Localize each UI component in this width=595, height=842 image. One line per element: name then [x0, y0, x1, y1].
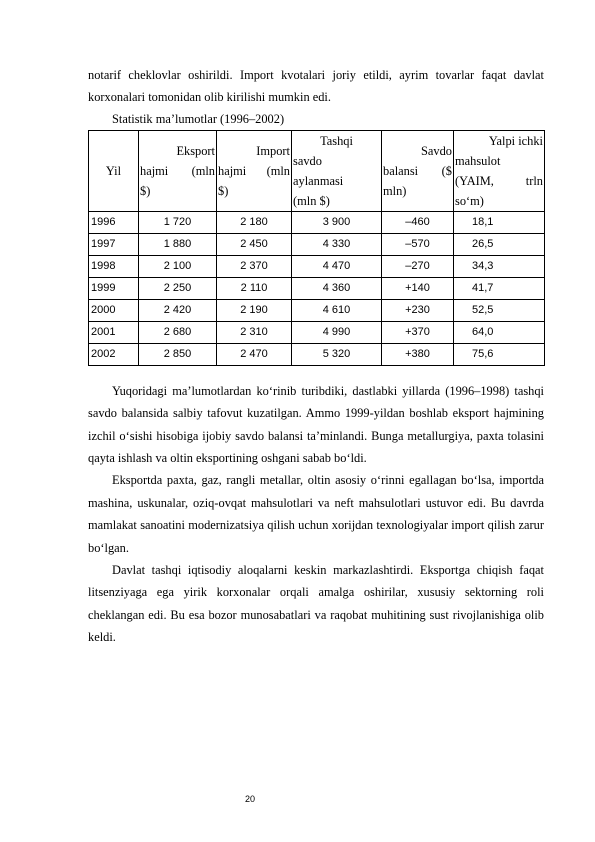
- cell-import: 2 450: [217, 233, 292, 255]
- cell-balance: +370: [382, 321, 454, 343]
- cell-export: 1 880: [139, 233, 217, 255]
- header-export: Eksport hajmi (mln $): [139, 130, 217, 211]
- cell-balance: –270: [382, 255, 454, 277]
- cell-year: 2002: [89, 343, 139, 365]
- table-row: [89, 211, 545, 233]
- cell-gdp: 52,5: [454, 299, 545, 321]
- cell-turnover: 4 360: [292, 277, 382, 299]
- cell-balance: +230: [382, 299, 454, 321]
- cell-gdp: 26,5: [454, 233, 545, 255]
- centralization-paragraph: Davlat tashqi iqtisodiy aloqalarni keskin markazlashtirdi. Eksportga chiqish faqat litsenziyaga ega yirik korxonalar orqali amalga oshirilar, xususiy sektorning roli cheklangan edi. Bu esa bozor munosabatlari va raqobat muhitining sust rivojlanishiga olib keldi.: [88, 563, 544, 645]
- cell-balance: +380: [382, 343, 454, 365]
- table-caption: Statistik ma’lumotlar (1996–2002): [112, 111, 285, 126]
- cell-import: 2 370: [217, 255, 292, 277]
- cell-turnover: 4 990: [292, 321, 382, 343]
- cell-gdp: 34,3: [454, 255, 545, 277]
- cell-export: 2 850: [139, 343, 217, 365]
- table-row: [89, 343, 545, 365]
- header-turnover: Tashqi savdo aylanmasi (mln $): [292, 130, 382, 211]
- cell-turnover: 4 330: [292, 233, 382, 255]
- cell-year: 1996: [89, 211, 139, 233]
- cell-year: 1999: [89, 277, 139, 299]
- cell-gdp: 41,7: [454, 277, 545, 299]
- cell-import: 2 180: [217, 211, 292, 233]
- cell-turnover: 4 470: [292, 255, 382, 277]
- cell-gdp: 75,6: [454, 343, 545, 365]
- cell-turnover: 3 900: [292, 211, 382, 233]
- analysis-paragraph: Yuqoridagi ma’lumotlardan ko‘rinib turibdiki, dastlabki yillarda (1996–1998) tashqi savdo balansida salbiy tafovut kuzatilgan. Ammo 1999-yildan boshlab eksport hajmining izchil o‘sishi hisobiga ijobiy savdo balansi ta’minlandi. Bunga metallurgiya, paxta tolasini qayta ishlash va oltin eksportining oshgani sabab bo‘ldi.: [88, 383, 544, 466]
- cell-balance: –570: [382, 233, 454, 255]
- cell-turnover: 5 320: [292, 343, 382, 365]
- cell-balance: –460: [382, 211, 454, 233]
- header-year: Yil: [89, 130, 139, 211]
- header-balance: Savdo balansi ($ mln): [382, 130, 454, 211]
- cell-year: 2001: [89, 321, 139, 343]
- page-content: [88, 64, 544, 649]
- cell-balance: +140: [382, 277, 454, 299]
- cell-export: 2 680: [139, 321, 217, 343]
- table-header-row: [89, 130, 545, 211]
- page-number: 20: [245, 794, 256, 804]
- table-row: [89, 233, 545, 255]
- cell-export: 2 420: [139, 299, 217, 321]
- export-import-paragraph: Eksportda paxta, gaz, rangli metallar, oltin asosiy o‘rinni egallagan bo‘lsa, importda mashina, uskunalar, oziq-ovqat mahsulotlari va neft mahsulotlari ustuvor edi. Bu davrda mamlakat sanoatini modernizatsiya qilish uchun xorijdan texnologiyalar import qilish zarur bo‘lgan.: [88, 473, 544, 555]
- cell-year: 1998: [89, 255, 139, 277]
- table-row: [89, 299, 545, 321]
- cell-export: 2 100: [139, 255, 217, 277]
- cell-gdp: 18,1: [454, 211, 545, 233]
- header-gdp: Yalpi ichki mahsulot (YAIM, trln so‘m): [454, 130, 545, 211]
- table-row: [89, 321, 545, 343]
- cell-export: 1 720: [139, 211, 217, 233]
- cell-gdp: 64,0: [454, 321, 545, 343]
- cell-turnover: 4 610: [292, 299, 382, 321]
- table-row: [89, 277, 545, 299]
- cell-import: 2 310: [217, 321, 292, 343]
- table-row: [89, 255, 545, 277]
- header-import: Import hajmi (mln $): [217, 130, 292, 211]
- cell-import: 2 190: [217, 299, 292, 321]
- statistics-table: [88, 130, 545, 366]
- cell-year: 2000: [89, 299, 139, 321]
- cell-year: 1997: [89, 233, 139, 255]
- cell-import: 2 110: [217, 277, 292, 299]
- intro-paragraph: notarif cheklovlar oshirildi. Import kvotalari joriy etildi, ayrim tovarlar faqat davlat korxonalari tomonidan olib kirilishi mumkin edi.: [88, 68, 544, 105]
- cell-export: 2 250: [139, 277, 217, 299]
- cell-import: 2 470: [217, 343, 292, 365]
